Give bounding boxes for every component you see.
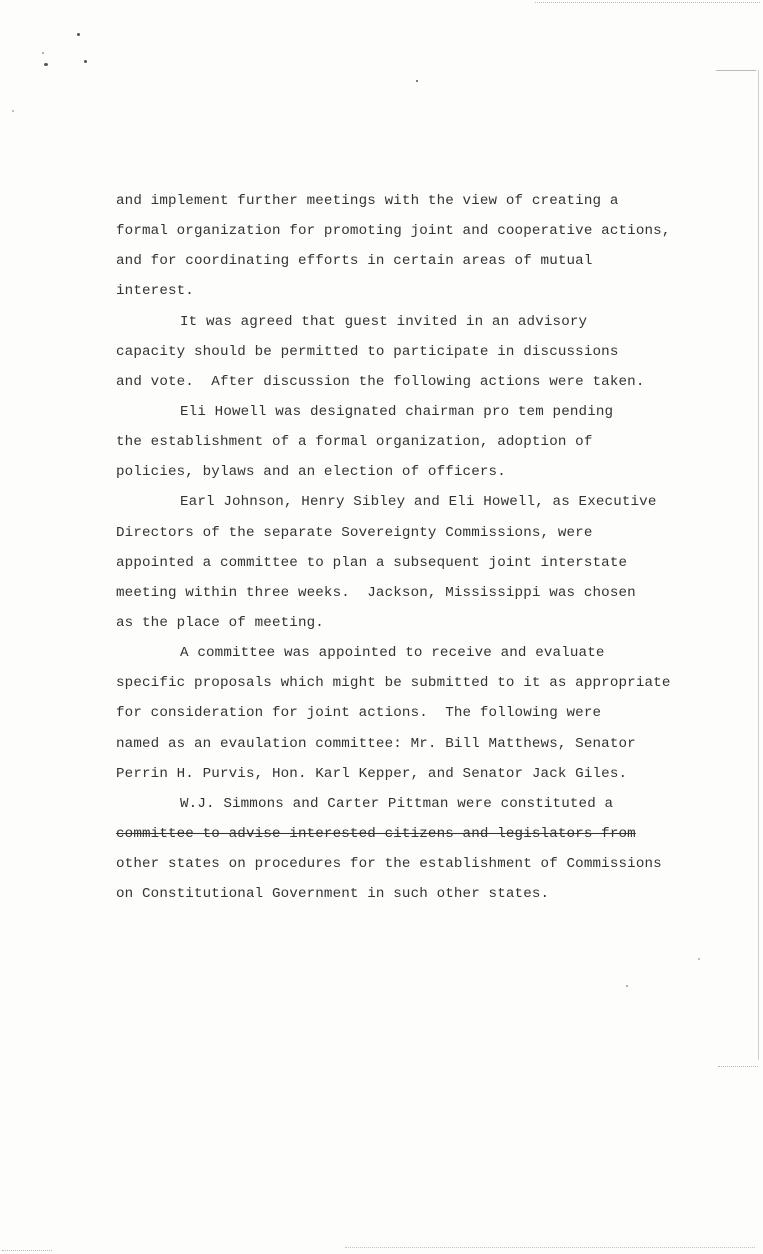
text-line: appointed a committee to plan a subsequent joint interstate — [116, 554, 628, 571]
scan-speck — [42, 52, 44, 54]
text-line: meeting within three weeks. Jackson, Mississippi was chosen — [116, 584, 636, 601]
text-line: formal organization for promoting joint and cooperative actions, — [116, 223, 671, 240]
scan-edge-right — [758, 70, 759, 1060]
text-line: Directors of the separate Sovereignty Commissions, were — [116, 524, 593, 541]
scan-mark — [2, 1250, 52, 1251]
text-line: named as an evaulation committee: Mr. Bill Matthews, Senator — [116, 735, 636, 752]
scan-mark — [716, 70, 756, 71]
body-text — [116, 186, 716, 909]
text-line: It was agreed that guest invited in an advisory — [180, 313, 588, 330]
text-line: Earl Johnson, Henry Sibley and Eli Howell, as Executive — [180, 494, 657, 511]
scan-speck — [44, 63, 48, 66]
text-line: W.J. Simmons and Carter Pittman were constituted a — [180, 795, 614, 812]
scan-mark — [718, 1066, 758, 1067]
text-line: Eli Howell was designated chairman pro tem pending — [180, 403, 614, 420]
text-line: interest. — [116, 283, 194, 300]
paragraph — [116, 487, 716, 638]
text-line: on Constitutional Government in such other states. — [116, 886, 550, 903]
text-line: A committee was appointed to receive and evaluate — [180, 645, 605, 662]
scan-edge-top — [535, 2, 760, 3]
scan-speck — [698, 958, 700, 960]
text-line: for consideration for joint actions. The following were — [116, 705, 602, 722]
scan-speck — [416, 80, 418, 82]
text-line: Perrin H. Purvis, Hon. Karl Kepper, and Senator Jack Giles. — [116, 765, 628, 782]
scan-speck — [77, 33, 80, 36]
text-line: the establishment of a formal organization, adoption of — [116, 434, 593, 451]
paragraph — [116, 186, 716, 307]
scan-speck — [626, 985, 628, 987]
paragraph — [116, 789, 716, 910]
text-line: specific proposals which might be submitted to it as appropriate — [116, 675, 671, 692]
paragraph — [116, 638, 716, 789]
text-line: and vote. After discussion the following actions were taken. — [116, 373, 645, 390]
text-line: policies, bylaws and an election of officers. — [116, 464, 506, 481]
paragraph — [116, 307, 716, 397]
scan-speck — [12, 110, 14, 112]
struck-text-line: committee to advise interested citizens and legislators from — [116, 825, 636, 842]
scan-edge-bottom — [345, 1247, 755, 1248]
paragraph — [116, 397, 716, 487]
text-line: and implement further meetings with the view of creating a — [116, 193, 619, 209]
text-line: and for coordinating efforts in certain areas of mutual — [116, 253, 593, 270]
scan-speck — [84, 60, 87, 63]
text-line: other states on procedures for the establishment of Commissions — [116, 856, 662, 873]
text-line: as the place of meeting. — [116, 614, 324, 631]
text-line: capacity should be permitted to participate in discussions — [116, 343, 619, 360]
